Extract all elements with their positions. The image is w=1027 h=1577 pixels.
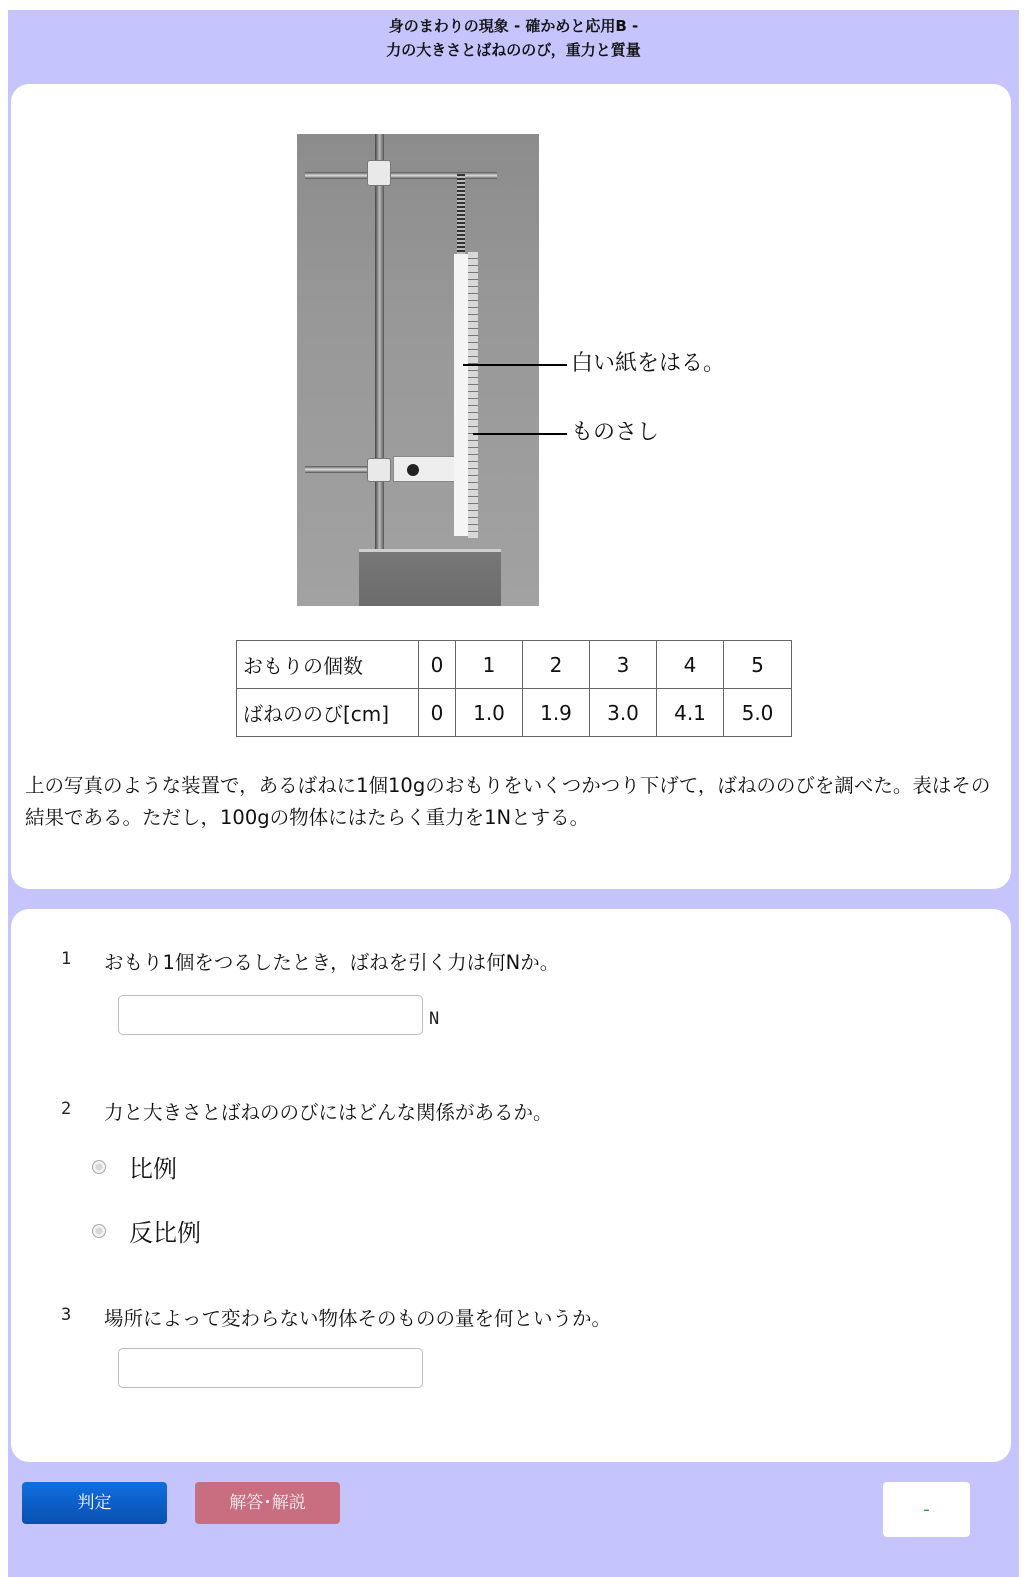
ruler-callout: ものさし <box>571 420 660 445</box>
question-3-number: 3 <box>61 1305 72 1325</box>
result-indicator: - <box>883 1482 970 1537</box>
upper-clamp <box>367 160 391 186</box>
table-cell: 5.0 <box>724 689 792 737</box>
question-2-text: 力と大きさとばねののびにはどんな関係があるか。 <box>104 1101 553 1124</box>
table-row <box>237 689 792 737</box>
questions-card <box>11 909 1011 1462</box>
problem-description: 上の写真のような装置で，あるばねに1個10gのおもりをいくつかつり下げて，ばねののびを調べた。表はその結果である。ただし，100gの物体にはたらく重力を1Nとする。 <box>25 774 991 829</box>
radio-proportional[interactable] <box>92 1160 106 1174</box>
table-cell: 4 <box>657 641 724 689</box>
question-1-answer-input[interactable] <box>118 995 423 1035</box>
question-3-text: 場所によって変わらない物体そのものの量を何というか。 <box>104 1307 612 1330</box>
table-cell: 0 <box>419 689 456 737</box>
white-paper-strip <box>454 254 468 536</box>
radio-inverse-proportional[interactable] <box>92 1224 106 1238</box>
table-cell: 4.1 <box>657 689 724 737</box>
spring <box>457 174 465 259</box>
results-table <box>236 640 792 737</box>
page-title <box>8 14 1019 62</box>
clamp-knob <box>407 464 419 476</box>
question-1-text: おもり1個をつるしたとき，ばねを引く力は何Nか。 <box>104 951 560 974</box>
question-1-number: 1 <box>61 949 72 969</box>
paper-callout: 白い紙をはる。 <box>571 351 726 376</box>
option-inverse-proportional-label[interactable]: 反比例 <box>129 1219 201 1247</box>
apparatus-photo <box>297 134 539 606</box>
table-row <box>237 641 792 689</box>
table-cell: 5 <box>724 641 792 689</box>
table-cell: 2 <box>523 641 590 689</box>
stand-pole <box>375 134 384 564</box>
answer-explanation-button[interactable]: 解答･解説 <box>195 1482 340 1524</box>
stand-base <box>359 552 501 606</box>
question-3-answer-input[interactable] <box>118 1348 423 1388</box>
ruler <box>468 252 478 538</box>
table-header-cell: おもりの個数 <box>237 641 419 689</box>
ruler-leader-line <box>473 433 567 435</box>
paper-leader-line <box>463 364 567 366</box>
table-cell: 3 <box>590 641 657 689</box>
upper-arm <box>305 172 497 179</box>
table-cell: 1 <box>456 641 523 689</box>
title-line-2: 力の大きさとばねののび，重力と質量 <box>386 41 641 59</box>
table-cell: 0 <box>419 641 456 689</box>
table-header-cell: ばねののび[cm] <box>237 689 419 737</box>
table-cell: 1.9 <box>523 689 590 737</box>
table-cell: 3.0 <box>590 689 657 737</box>
problem-card <box>11 84 1011 889</box>
page-background <box>8 10 1019 1577</box>
judge-button[interactable]: 判定 <box>22 1482 167 1524</box>
title-line-1: 身のまわりの現象 - 確かめと応用B - <box>388 17 639 35</box>
table-cell: 1.0 <box>456 689 523 737</box>
lower-clamp <box>367 458 391 482</box>
option-proportional-label[interactable]: 比例 <box>129 1155 177 1183</box>
question-1-unit: N <box>429 1009 440 1029</box>
question-2-number: 2 <box>61 1099 72 1119</box>
ruler-clamp <box>393 456 455 482</box>
